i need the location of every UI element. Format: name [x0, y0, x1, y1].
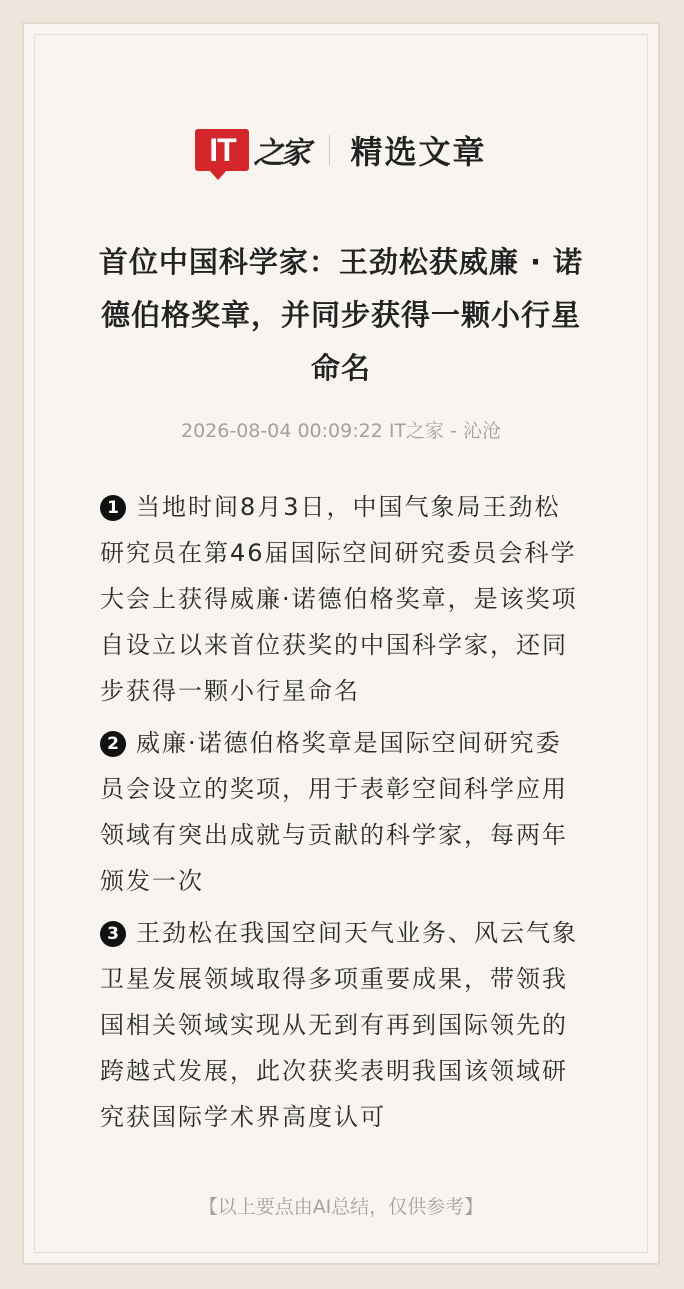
header-divider — [329, 135, 330, 165]
summary-point — [100, 910, 582, 1140]
summary-point — [100, 484, 582, 714]
summary-points — [100, 484, 582, 1146]
logo-chinese-text: 之家 — [253, 136, 308, 171]
article-source: IT之家 - 沁沧 — [388, 420, 501, 442]
ai-summary-note: 【以上要点由AI总结，仅供参考】 — [198, 1196, 484, 1218]
header — [24, 122, 658, 178]
article-datetime: 2026-08-04 00:09:22 — [181, 420, 383, 442]
summary-point-text: 威廉·诺德伯格奖章是国际空间研究委员会设立的奖项，用于表彰空间科学应用领域有突出成就与贡献的科学家，每两年颁发一次 — [100, 729, 568, 895]
article-title: 首位中国科学家：王劲松获威廉 · 诺德伯格奖章，并同步获得一颗小行星命名 — [98, 245, 584, 385]
number-badge-icon: 1 — [100, 495, 126, 521]
article-meta — [24, 416, 658, 443]
number-badge-icon: 3 — [100, 921, 126, 947]
section-title: 精选文章 — [350, 133, 487, 171]
number-badge-icon: 2 — [100, 731, 126, 757]
summary-point — [100, 720, 582, 904]
ithome-logo — [195, 128, 307, 172]
summary-point-text: 当地时间8月3日，中国气象局王劲松研究员在第46届国际空间研究委员会科学大会上获得威廉·诺德伯格奖章，是该奖项自设立以来首位获奖的中国科学家，还同步获得一颗小行星命名 — [100, 493, 578, 705]
logo-it-badge: IT — [195, 129, 249, 171]
summary-point-text: 王劲松在我国空间天气业务、风云气象卫星发展领域取得多项重要成果，带领我国相关领域实现从无到有再到国际领先的跨越式发展，此次获奖表明我国该领域研究获国际学术界高度认可 — [100, 919, 578, 1131]
article-card — [22, 22, 660, 1265]
